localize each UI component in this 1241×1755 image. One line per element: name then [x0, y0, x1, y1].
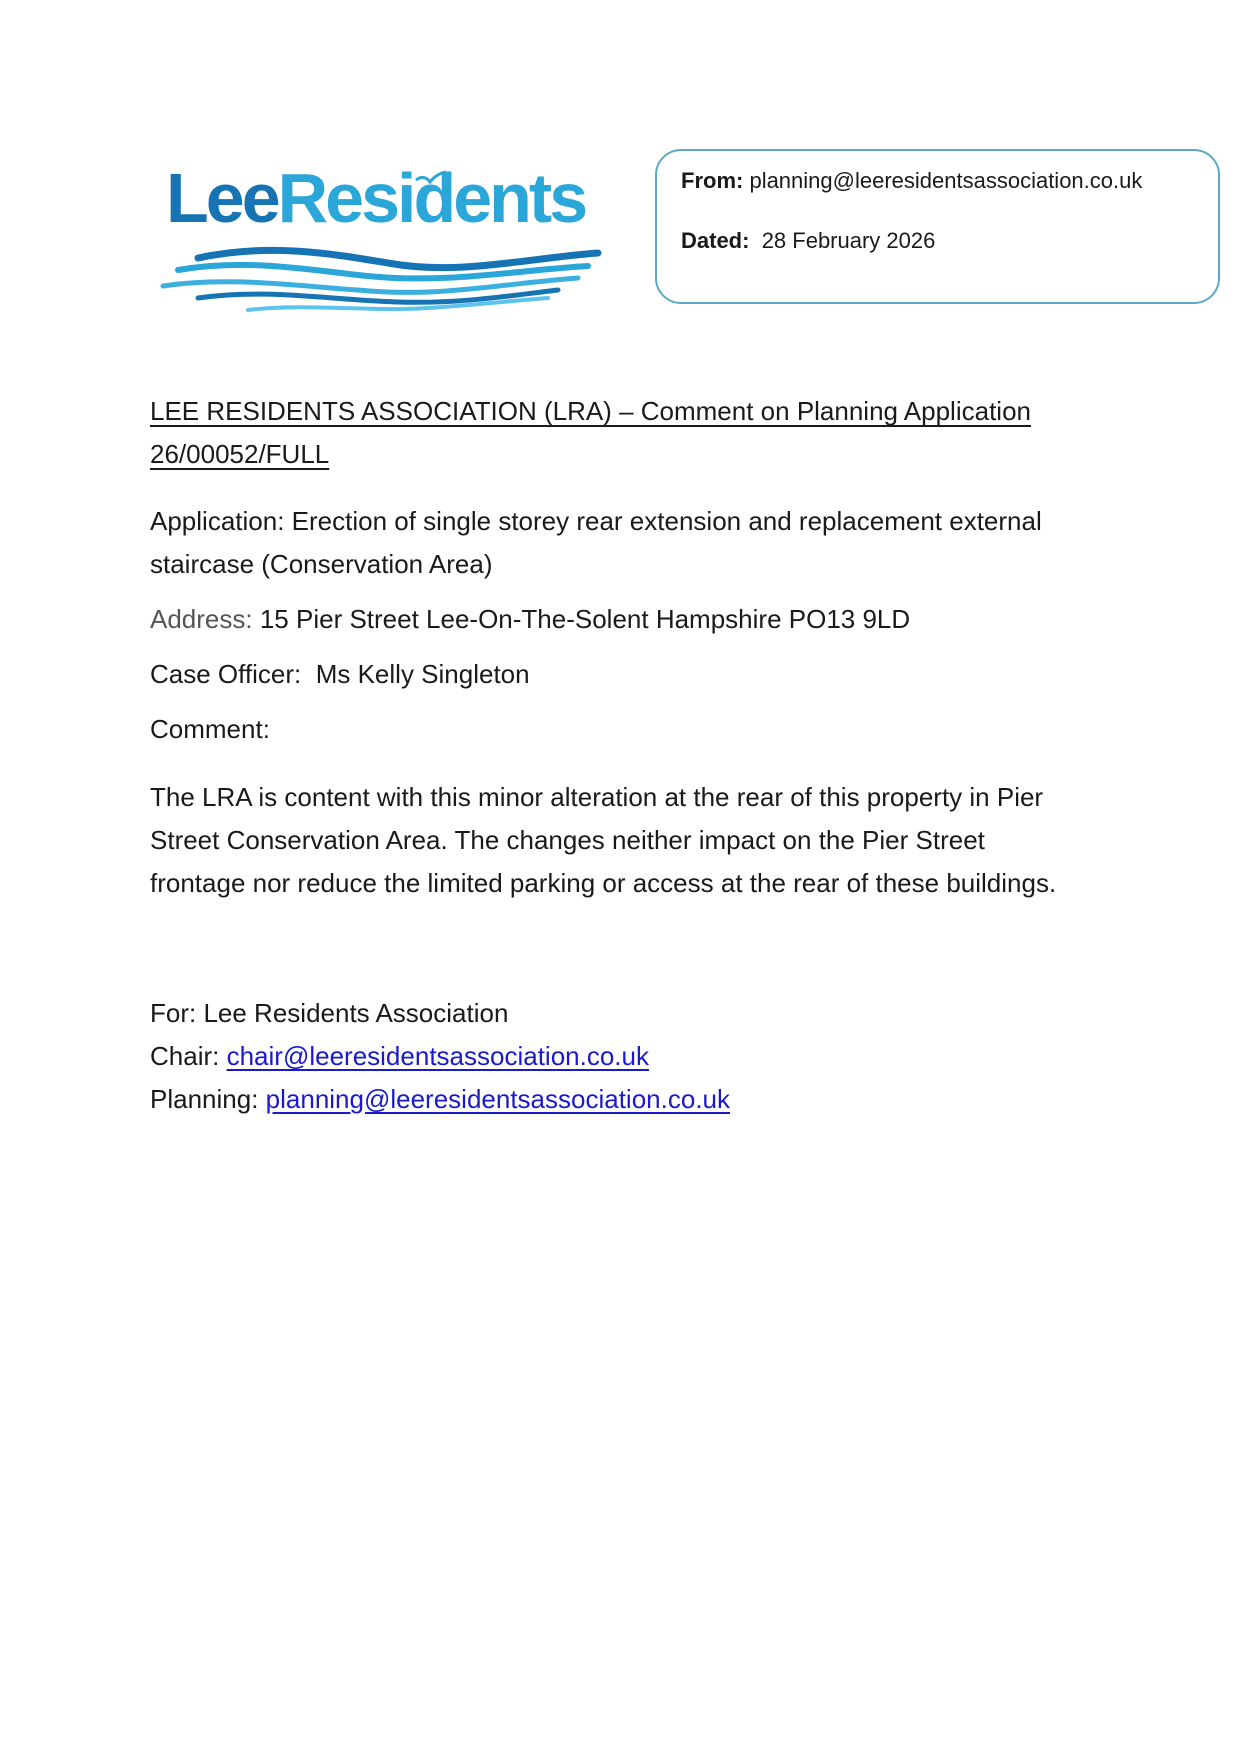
application-section: [150, 500, 1070, 586]
planning-line: [150, 1078, 1110, 1121]
signature-block: [150, 992, 1110, 1121]
seagull-icon: [416, 172, 446, 182]
from-value: planning@leeresidentsassociation.co.uk: [749, 168, 1143, 193]
dated-value: 28 February 2026: [761, 228, 936, 253]
comment-text: The LRA is content with this minor alteration at the rear of this property in Pier Street Conservation Area. The changes neither impact on the Pier Street frontage nor reduce the limited parking or access at the rear of these buildings.: [150, 782, 1057, 898]
chair-email-link[interactable]: chair@leeresidentsassociation.co.uk: [226, 1041, 649, 1071]
for-line: For: Lee Residents Association: [150, 998, 509, 1028]
comment-label: Comment:: [150, 714, 270, 744]
lee-residents-logo: [158, 158, 608, 333]
address-label: Address:: [150, 604, 253, 634]
from-label: From:: [681, 168, 744, 193]
dated-label: Dated:: [681, 228, 750, 253]
from-line: [681, 168, 1142, 194]
planning-label: Planning:: [150, 1084, 259, 1114]
sender-info-box: [655, 149, 1220, 304]
page-title: LEE RESIDENTS ASSOCIATION (LRA) – Comment on Planning Application 26/00052/FULL: [150, 396, 1031, 469]
application-value: Erection of single storey rear extension and replacement external staircase (Conservation Area): [150, 506, 1042, 579]
application-label: Application:: [150, 506, 285, 536]
planning-email-link[interactable]: planning@leeresidentsassociation.co.uk: [265, 1084, 730, 1114]
case-officer-label: Case Officer:: [150, 659, 302, 689]
dated-line: [681, 228, 935, 254]
logo-text-lee: Lee: [166, 159, 278, 237]
address-section: [150, 598, 1110, 641]
chair-label: Chair:: [150, 1041, 220, 1071]
chair-line: [150, 1035, 1110, 1078]
case-officer-value: Ms Kelly Singleton: [315, 659, 530, 689]
address-value: 15 Pier Street Lee-On-The-Solent Hampshire PO13 9LD: [259, 604, 911, 634]
logo-waves-icon: [158, 158, 608, 333]
logo-text-residents: Residents: [277, 159, 586, 237]
case-officer-section: [150, 653, 1110, 696]
